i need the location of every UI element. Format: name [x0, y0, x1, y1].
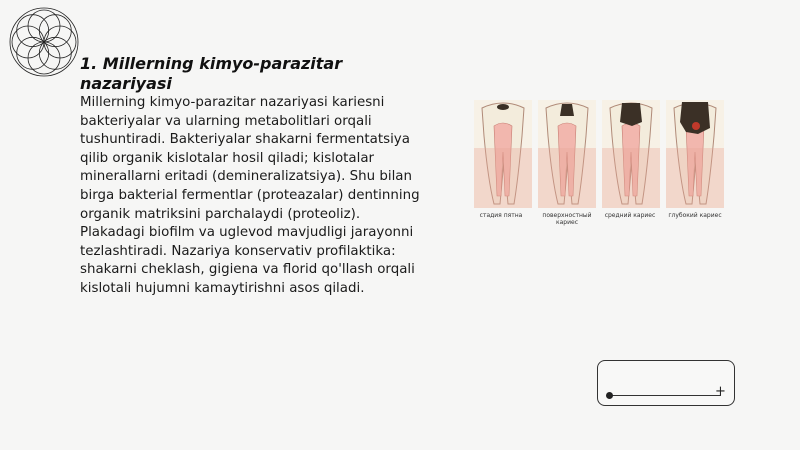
- slide-body-text: Millerning kimyo-parazitar nazariyasi kariesni bakteriyalar va ularning metabolitlari orqali tushuntiradi. Bakteriyalar shakarni fermentatsiya qilib organik kislotalar hosil qiladi; kislotalar minerallarni eritadi (demineralizatsiya). Shu bilan birga bakterial fermentlar (proteazalar) dentinning organik matriksini parchalaydi (proteoliz). Plakadagi biofilm va uglevod mavjudligi jarayonni tezlashtiradi. Nazariya konservativ profilaktika: shakarni cheklash, gigiena va florid qo'llash orqali kislotali hujumni kamaytirishni asos qiladi.: [80, 95, 420, 296]
- tooth-stage-3: [602, 100, 660, 208]
- tooth-stage-4: [666, 100, 724, 208]
- media-player-control[interactable]: [597, 360, 735, 406]
- tooth-stage-2: [538, 100, 596, 208]
- progress-track[interactable]: [609, 395, 721, 396]
- progress-handle[interactable]: [606, 392, 613, 399]
- stage-label: стадия пятна: [479, 212, 523, 219]
- decorative-rosette-icon: [6, 4, 82, 80]
- stage-label: средний кариес: [604, 212, 656, 219]
- slide-title: 1. Millerning kimyo-parazitar nazariyasi: [80, 54, 343, 93]
- stage-label: поверхностный кариес: [542, 212, 592, 226]
- plus-icon[interactable]: +: [715, 384, 726, 399]
- caries-stages-figure: [472, 96, 730, 236]
- tooth-stage-1: [474, 100, 532, 208]
- stage-label: глубокий кариес: [668, 212, 722, 219]
